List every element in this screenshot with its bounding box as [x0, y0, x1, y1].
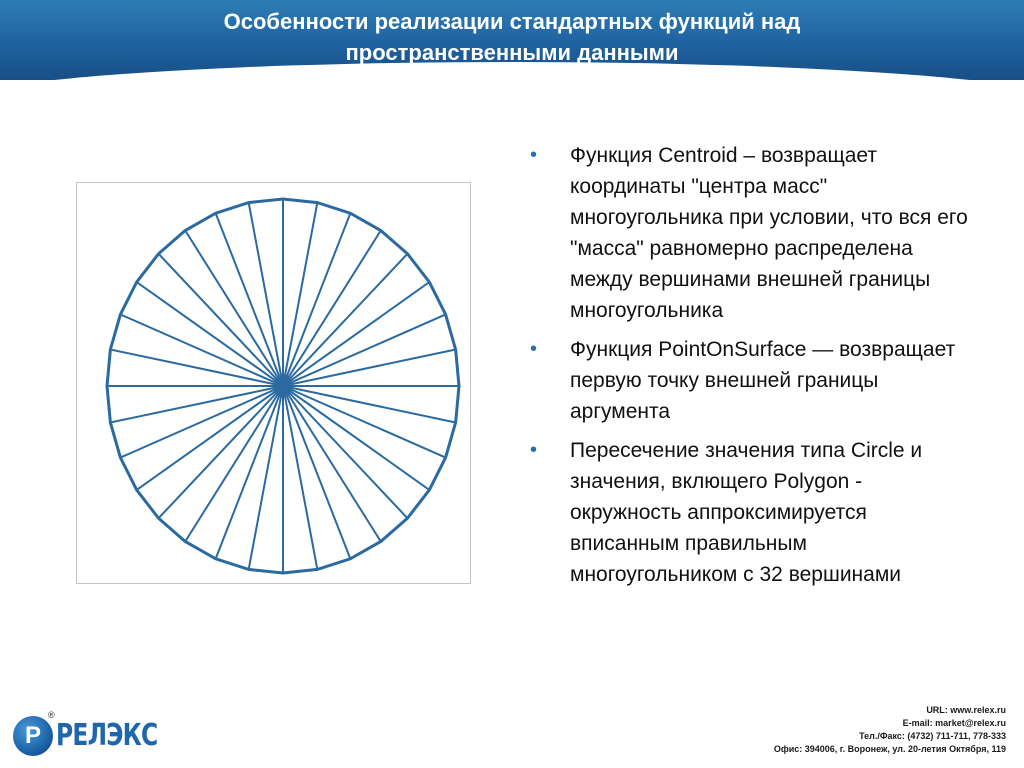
contact-url: URL: www.relex.ru	[926, 705, 1006, 715]
bullet-list	[530, 140, 970, 598]
contact-info	[586, 704, 1006, 756]
spoke-line	[283, 254, 407, 386]
bullet-marker: •	[530, 338, 538, 360]
bullet-marker: •	[530, 439, 538, 461]
bullet-text: Функция PointOnSurface — возвращает первую точку внешней границы аргумента	[570, 338, 956, 423]
bullet-marker: •	[530, 144, 538, 166]
logo-text: РЕЛЭКС	[56, 718, 158, 753]
registered-mark: ®	[48, 710, 55, 720]
slide-title	[0, 6, 1024, 68]
bullet-item-pointonsurface	[530, 334, 970, 427]
polygon-diagram	[77, 183, 470, 583]
title-line-1: Особенности реализации стандартных функций над	[223, 9, 801, 34]
bullet-text: Пересечение значения типа Circle и значения, вклющего Polygon - окружность аппроксимируется вписанным правильным многоугольником с 32 вершинами	[570, 439, 923, 586]
spoke-line	[159, 386, 283, 518]
contact-phone: Тел./Факс: (4732) 711-711, 778-333	[859, 731, 1006, 741]
bullet-item-circle-polygon	[530, 435, 970, 590]
bullet-text: Функция Centroid – возвращает координаты "центра масс" многоугольника при условии, что вся его "масса" равномерно распределена между вершинами внешней границы многоугольника	[570, 144, 968, 322]
contact-email: E-mail: market@relex.ru	[902, 718, 1006, 728]
title-line-2: пространственными данными	[345, 40, 679, 65]
bullet-item-centroid	[530, 140, 970, 326]
polygon-figure	[76, 182, 471, 584]
slide-header	[0, 0, 1024, 80]
center-point	[280, 383, 286, 389]
logo-mark-icon: Р	[13, 716, 53, 756]
contact-office: Офис: 394006, г. Воронеж, ул. 20-летия Октября, 119	[773, 744, 1006, 754]
spoke-line	[159, 254, 283, 386]
spoke-line	[283, 386, 407, 518]
relex-logo	[10, 710, 160, 762]
